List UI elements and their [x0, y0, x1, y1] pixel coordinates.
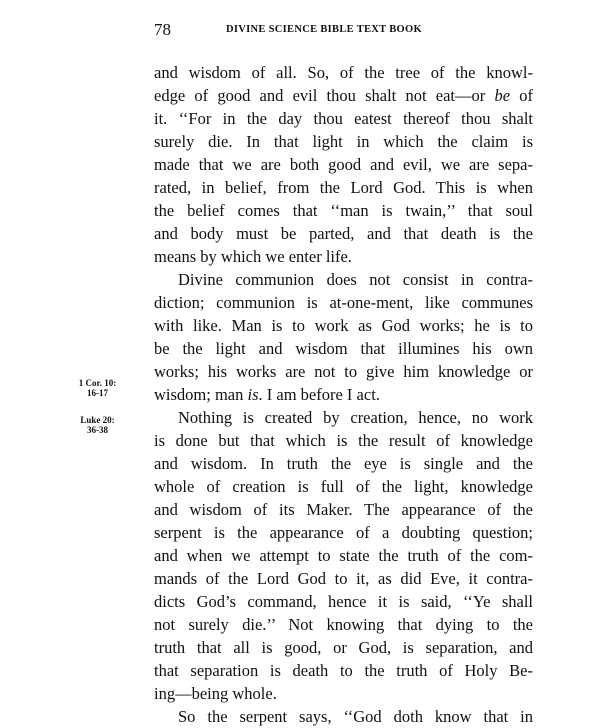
text-line: mands of the Lord God to it, as did Eve, it contra- [154, 569, 533, 588]
text-line: truth that all is good, or God, is separation, and [154, 638, 533, 657]
text-line: and wisdom of its Maker. The appearance of the [154, 500, 533, 519]
margin-note-ref: 1 Cor. 10: [78, 378, 117, 388]
text-line: made that we are both good and evil, we are sepa- [154, 155, 533, 174]
text-line: wisdom; man is. I am before I act. [154, 385, 380, 404]
text-line: and wisdom. In truth the eye is single and the [154, 454, 533, 473]
text-line: is done but that which is the result of knowledge [154, 431, 533, 450]
text-line: ing—being whole. [154, 684, 277, 703]
text-line: surely die. In that light in which the claim is [154, 132, 533, 151]
text-line: works; his works are not to give him knowledge or [154, 362, 533, 381]
margin-note-verses: 36-38 [87, 425, 108, 435]
paragraph [154, 61, 533, 268]
text-line: the belief comes that ‘‘man is twain,’’ that soul [154, 201, 533, 220]
text-line: and body must be parted, and that death is the [154, 224, 533, 243]
text-line: be the light and wisdom that illumines his own [154, 339, 533, 358]
text-line: it. ‘‘For in the day thou eatest thereof thou shalt [154, 109, 533, 128]
text-line: and wisdom of all. So, of the tree of the knowl- [154, 63, 533, 82]
margin-note-luke [60, 415, 135, 435]
margin-note-ref: Luke 20: [80, 415, 115, 425]
text-line: serpent is the appearance of a doubting question; [154, 523, 533, 542]
text-line: edge of good and evil thou shalt not eat—or be of [154, 86, 534, 105]
text-line: rated, in belief, from the Lord God. This is when [154, 178, 533, 197]
text-line: and when we attempt to state the truth of the com- [154, 546, 533, 565]
text-line: diction; communion is at-one-ment, like communes [154, 293, 533, 312]
page-header [154, 20, 534, 44]
text-line: means by which we enter life. [154, 247, 352, 266]
body-text [154, 61, 533, 728]
text-line: not surely die.’’ Not knowing that dying to the [154, 615, 533, 634]
paragraph [154, 406, 533, 705]
text-line: So the serpent says, ‘‘God doth know that in [178, 707, 533, 726]
text-line: dicts God’s command, hence it is said, ‘‘Ye shall [154, 592, 533, 611]
text-line: Nothing is created by creation, hence, no work [178, 408, 533, 427]
margin-note-1cor [60, 378, 135, 398]
margin-note-verses: 16-17 [87, 388, 108, 398]
text-line: with like. Man is to work as God works; he is to [154, 316, 533, 335]
text-line: whole of creation is full of the light, knowledge [154, 477, 533, 496]
running-title: DIVINE SCIENCE BIBLE TEXT BOOK [226, 24, 422, 35]
paragraph [154, 268, 533, 406]
paragraph [154, 705, 533, 728]
page-number: 78 [154, 20, 171, 39]
text-line: that separation is death to the truth of Holy Be- [154, 661, 533, 680]
text-line: Divine communion does not consist in contra- [178, 270, 533, 289]
